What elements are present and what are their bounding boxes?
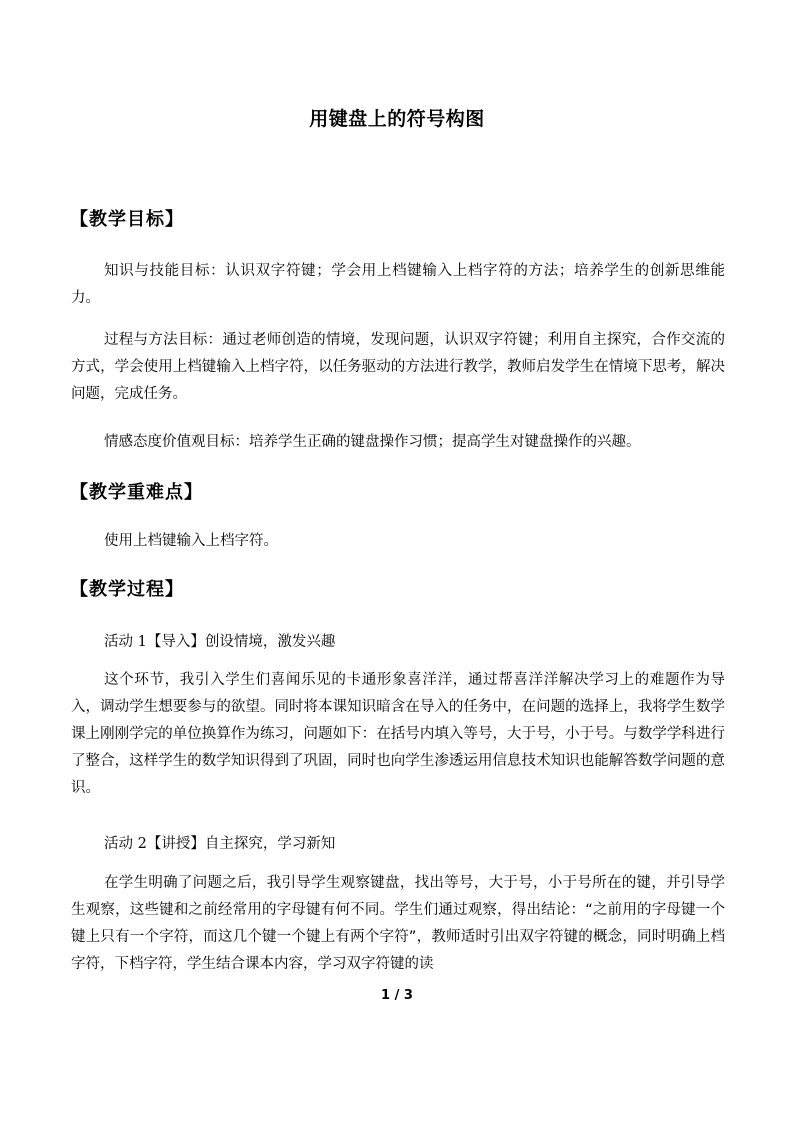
activity-2-paragraph: 在学生明确了问题之后，我引导学生观察键盘，找出等号，大于号，小于号所在的键，并引导学生观察，这些键和之前经常用的字母键有何不同。学生们通过观察，得出结论：“之前用的字母键一个键上只有一个字符，而这几个键一个键上有两个字符”，教师适时引出双字符键的概念，同时明确上档字符，下档字符，学生结合课本内容，学习双字符键的读 — [71, 875, 725, 972]
activity-1-label: 活动 1【导入】创设情境，激发兴趣 — [104, 634, 336, 650]
section-heading-process: 【教学过程】 — [70, 579, 184, 600]
section-heading-key-points: 【教学重难点】 — [70, 482, 203, 503]
paragraph-knowledge-goal: 知识与技能目标：认识双字符键；学会用上档键输入上档字符的方法；培养学生的创新思维能力。 — [71, 263, 725, 306]
section-heading-objectives: 【教学目标】 — [70, 209, 184, 230]
paragraph-process-goal: 过程与方法目标：通过老师创造的情境，发现问题，认识双字符键；利用自主探究，合作交流的方式，学会使用上档键输入上档字符，以任务驱动的方法进行教学，教师启发学生在情境下思考，解决问题，完成任务。 — [71, 332, 725, 402]
activity-1-paragraph: 这个环节，我引入学生们喜闻乐见的卡通形象喜洋洋，通过帮喜洋洋解决学习上的难题作为导入，调动学生想要参与的欲望。同时将本课知识暗含在导入的任务中，在问题的选择上，我将学生数学课上刚刚学完的单位换算作为练习，问题如下：在括号内填入等号，大于号，小于号。与数学学科进行了整合，这样学生的数学知识得到了巩固，同时也向学生渗透运用信息技术知识也能解答数学问题的意识。 — [71, 672, 725, 796]
page-number: 1 / 3 — [381, 988, 413, 1003]
paragraph-attitude-goal: 情感态度价值观目标：培养学生正确的键盘操作习惯；提高学生对键盘操作的兴趣。 — [104, 434, 641, 450]
paragraph-key-point: 使用上档键输入上档字符。 — [104, 533, 278, 549]
document-title: 用键盘上的符号构图 — [309, 108, 485, 130]
activity-2-label: 活动 2【讲授】自主探究，学习新知 — [104, 836, 336, 852]
